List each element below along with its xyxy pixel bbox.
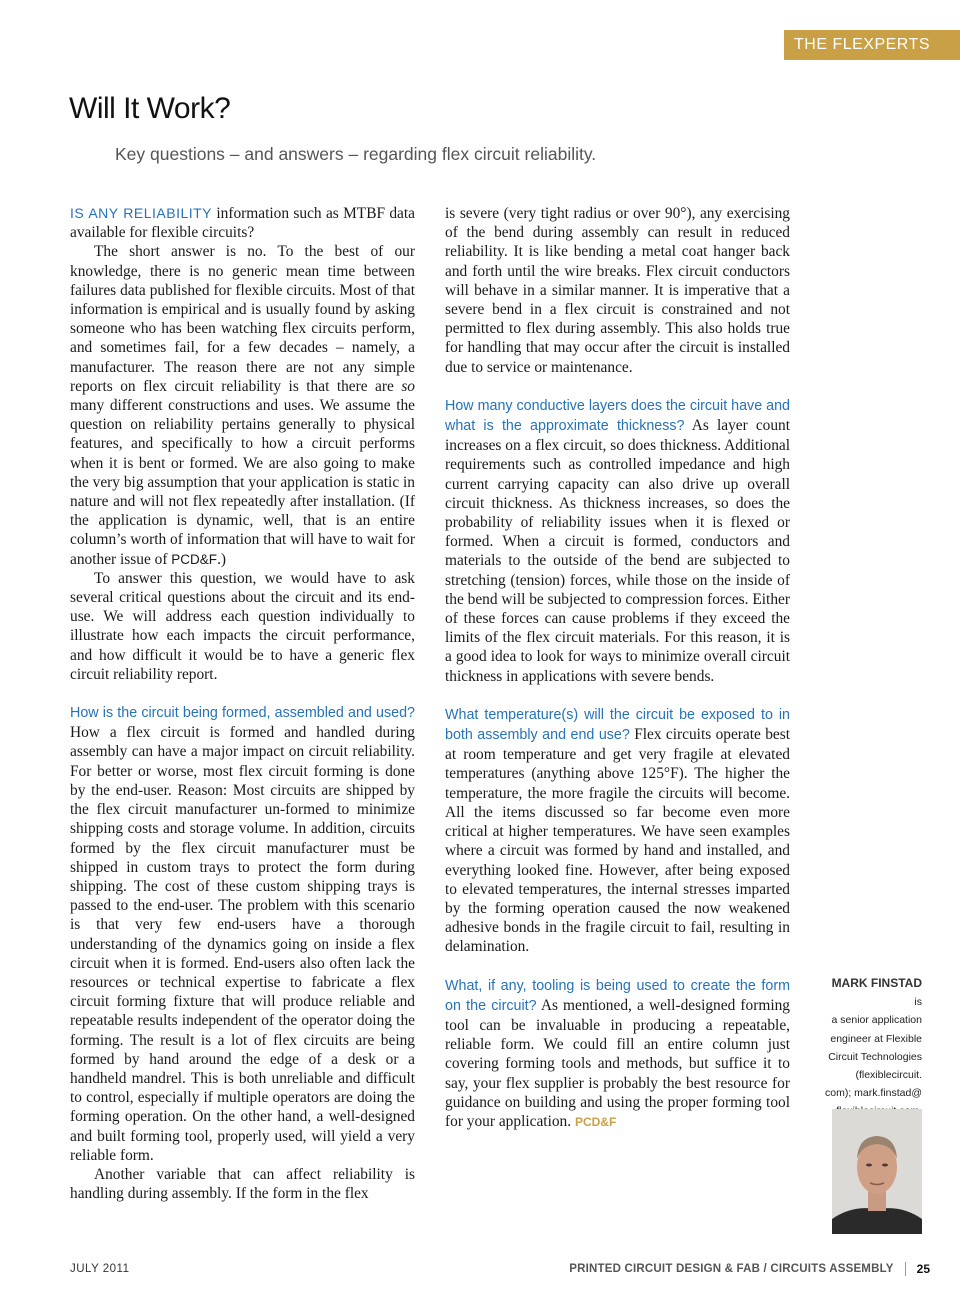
body-paragraph: Another variable that can affect reliability is handling during assembly. If the form in the flex bbox=[70, 1165, 415, 1203]
question-paragraph-tooling: What, if any, tooling is being used to create the form on the circuit? As mentioned, a well-designed forming tool can be invaluable in producing a repeatable, reliable form. We could fill an entire column just covering forming tools and methods, but suffice it to say, your flex supplier is probably the best resource for guidance on building and using the proper forming tool for your application. PCD&F bbox=[445, 977, 790, 1130]
body-paragraph: To answer this question, we would have to ask several critical questions about the circuit and its end-use. We will address each question individually to illustrate how each impacts the circuit performance, and how difficult it would be to have a generic flex circuit reliability report. bbox=[70, 569, 415, 683]
article-title: Will It Work? bbox=[69, 92, 231, 125]
question-paragraph-temperature: What temperature(s) will the circuit be exposed to in both assembly and end use? Flex circuits operate best at room temperature and get very fragile at elevated temperatures (anything above 125°F). The higher the temperature, the more fragile the circuits will become. All the items discussed so far become even more critical at higher temperatures. We have seen examples where a circuit was formed by hand and installed, and everything looked fine. However, after being exposed to elevated temperatures, the internal stresses imparted by the forming operation caused the now weakened adhesive bonds in the fragile circuit to fail, resulting in delamination. bbox=[445, 706, 790, 956]
footer-divider bbox=[905, 1262, 906, 1276]
footer-date: JULY 2011 bbox=[70, 1263, 130, 1275]
end-mark: PCD&F bbox=[574, 1114, 617, 1129]
footer-publication bbox=[569, 1262, 930, 1276]
author-name: MARK FINSTAD bbox=[831, 976, 922, 990]
question-paragraph-forming: How is the circuit being formed, assembled and used? How a flex circuit is formed and handled during assembly can have a major impact on circuit reliability. For better or worse, most flex circuit forming is done by the end-user. Reason: Most circuits are shipped by the flex circuit manufacturer un-formed to minimize shipping costs and storage volume. In addition, circuits formed by the flex circuit manufacturer must be shipped in custom trays to protect the form during shipping. The cost of these custom shipping trays is passed to the end-user. The problem with this scenario is that very few end-users have a thorough understanding of the dynamics going on inside a flex circuit when it is formed. End-users also often lack the resources or technical expertise to fabricate a flex circuit forming fixture that will produce reliable and repeatable results independent of the operator doing the forming. The result is a lot of flex circuits are being formed by hand around the edge of a desk or a handheld mandrel. This is both unreliable and difficult to control, especially if multiple operators are doing the forming operation. On the other hand, a well-designed and built forming tool, properly used, will yield a very reliable form. bbox=[70, 705, 415, 1164]
question-paragraph-layers: How many conductive layers does the circuit have and what is the approximate thickness? As layer count increases on a flex circuit, so does thickness. Additional requirements such as controlled impedance and high current carrying capacity can also drive up overall circuit thickness. As thickness increases, so does the probability of reliability issues when it is flexed or formed. When a circuit is formed, conductors and materials to the outside of the bend are subjected to stretching (tension) forces, while those on the inside of the bend will be subjected to compression forces. Either of these forces can cause problems if they exceed the limits of the flex circuit materials. For this reason, it is a good idea to look for ways to minimize overall circuit thickness in applications with severe bends. bbox=[445, 397, 791, 685]
question-heading: How many conductive layers does the circuit have and what is the approximate thickness? bbox=[445, 397, 790, 435]
body-paragraph: The short answer is no. To the best of our knowledge, there is no generic mean time between failures data published for flexible circuits. Most of that information is empirical and is usually found by asking someone who has been watching flex circuits perform, and sometimes fail, for a few decades – namely, a manufacturer. The reason there are not any simple reports on flex circuit reliability is that there are so many different constructions and uses. We assume the question on reliability pertains generally to physical features, and specifically to how a circuit performs when it is bent or formed. We are also going to make the very big assumption that your application is static in nature and will not flex repeatedly after installation. (If the application is dynamic, well, that is an entire column’s worth of information that will have to wait for another issue of PCD&F.) bbox=[70, 243, 415, 568]
publication-name: PRINTED CIRCUIT DESIGN & FAB / CIRCUITS ASSEMBLY bbox=[569, 1263, 894, 1275]
lead-in: IS ANY RELIABILITY bbox=[70, 205, 213, 221]
author-portrait-image bbox=[832, 1109, 922, 1234]
question-heading: What, if any, tooling is being used to create the form on the circuit? bbox=[445, 977, 790, 1014]
middle-column bbox=[445, 204, 790, 1132]
page-number: 25 bbox=[916, 1262, 930, 1276]
question-heading: What temperature(s) will the circuit be exposed to in both assembly and end use? bbox=[445, 706, 790, 744]
question-heading: How is the circuit being formed, assembled and used? bbox=[70, 705, 415, 722]
author-bio: MARK FINSTAD is a senior application engineer at Flexible Circuit Technologies (flexiblecircuit. com); mark.finstad@ bbox=[824, 976, 922, 1100]
left-column bbox=[70, 204, 415, 1203]
intro-paragraph: IS ANY RELIABILITY information such as MTBF data available for flexible circuits? bbox=[70, 205, 415, 242]
body-paragraph: is severe (very tight radius or over 90°), any exercising of the bend during assembly can result in reduced reliability. It is like bending a metal coat hanger back and forth until the wire breaks. Flex circuit conductors will behave in a similar manner. It is imperative that a severe bend in a flex circuit is constrained and not permitted to flex during assembly. This also holds true for handling that may occur after the circuit is installed due to service or maintenance. bbox=[445, 205, 790, 376]
article-subtitle: Key questions – and answers – regarding flex circuit reliability. bbox=[115, 144, 597, 164]
author-photo bbox=[832, 1109, 922, 1234]
section-tab: THE FLEXPERTS bbox=[784, 30, 960, 60]
